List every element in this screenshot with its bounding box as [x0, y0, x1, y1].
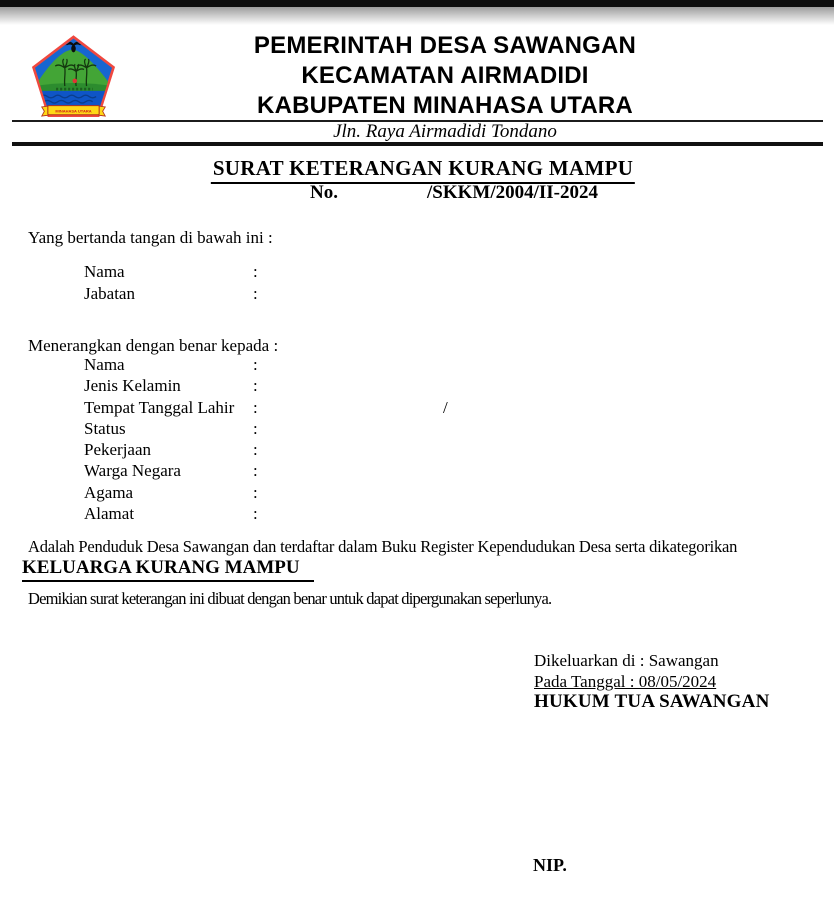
nip-label: NIP.	[533, 855, 567, 875]
signatory-title: HUKUM TUA SAWANGAN	[534, 691, 770, 712]
colon: :	[253, 376, 258, 396]
page-top-edge	[0, 0, 834, 7]
colon: :	[253, 283, 258, 303]
colon: :	[253, 262, 258, 281]
field-row-agama	[84, 483, 258, 504]
field-row-tempat-tanggal-lahir	[84, 397, 448, 419]
colon: :	[253, 397, 258, 417]
issued-place-line: Dikeluarkan di : Sawangan	[534, 651, 719, 670]
field-row-pekerjaan	[84, 440, 258, 461]
field-row-jenis-kelamin	[84, 376, 258, 397]
field-row-warga-negara	[84, 461, 258, 482]
field-label: Warga Negara	[84, 461, 181, 481]
letter-number-label: No.	[310, 182, 338, 203]
field-row-jabatan	[84, 284, 258, 306]
header-rule-thick	[12, 142, 823, 146]
page-top-shadow	[0, 7, 834, 25]
recipient-intro: Menerangkan dengan benar kepada :	[28, 336, 279, 355]
recipient-fields	[84, 355, 448, 525]
crest-banner-text: MINAHASA UTARA	[55, 108, 92, 114]
statement-line: Adalah Penduduk Desa Sawangan dan terdaftar dalam Buku Register Kependudukan Desa serta dikategorikan	[28, 537, 738, 556]
org-name-line-1: PEMERINTAH DESA SAWANGAN	[253, 32, 637, 59]
closing-sentence: Demikian surat keterangan ini dibuat dengan benar untuk dapat dipergunakan seperlunya.	[28, 589, 552, 608]
field-label: Alamat	[84, 504, 135, 524]
field-label: Agama	[84, 482, 134, 502]
signer-fields	[84, 262, 258, 306]
field-row-status	[84, 419, 258, 440]
colon: :	[253, 418, 258, 438]
field-row-nama-signer	[84, 262, 258, 284]
colon: :	[253, 355, 258, 374]
issued-date-line: Pada Tanggal : 08/05/2024	[534, 671, 717, 691]
field-label: Jabatan	[84, 283, 135, 303]
field-label: Tempat Tanggal Lahir	[84, 397, 235, 417]
opening-sentence: Yang bertanda tangan di bawah ini :	[28, 228, 273, 247]
letterhead	[56, 31, 834, 121]
colon: :	[253, 440, 258, 460]
org-name-line-2: KECAMATAN AIRMADIDI	[301, 62, 589, 89]
field-label: Nama	[84, 355, 125, 374]
colon: :	[253, 482, 258, 502]
field-label: Nama	[84, 262, 125, 281]
field-row-alamat	[84, 504, 258, 525]
field-label: Pekerjaan	[84, 440, 152, 460]
colon: :	[253, 504, 258, 524]
letter-number-value: /SKKM/2004/II-2024	[427, 182, 599, 203]
slash-separator: /	[443, 397, 448, 417]
address-line: Jln. Raya Airmadidi Tondano	[333, 121, 557, 142]
letter-title: SURAT KETERANGAN KURANG MAMPU	[211, 156, 635, 184]
field-label: Jenis Kelamin	[84, 376, 181, 396]
field-label: Status	[84, 418, 126, 438]
statement-category: KELUARGA KURANG MAMPU	[22, 557, 314, 582]
signature-block	[534, 651, 770, 713]
field-row-nama	[84, 355, 258, 376]
colon: :	[253, 461, 258, 481]
org-name-line-3: KABUPATEN MINAHASA UTARA	[257, 92, 633, 119]
